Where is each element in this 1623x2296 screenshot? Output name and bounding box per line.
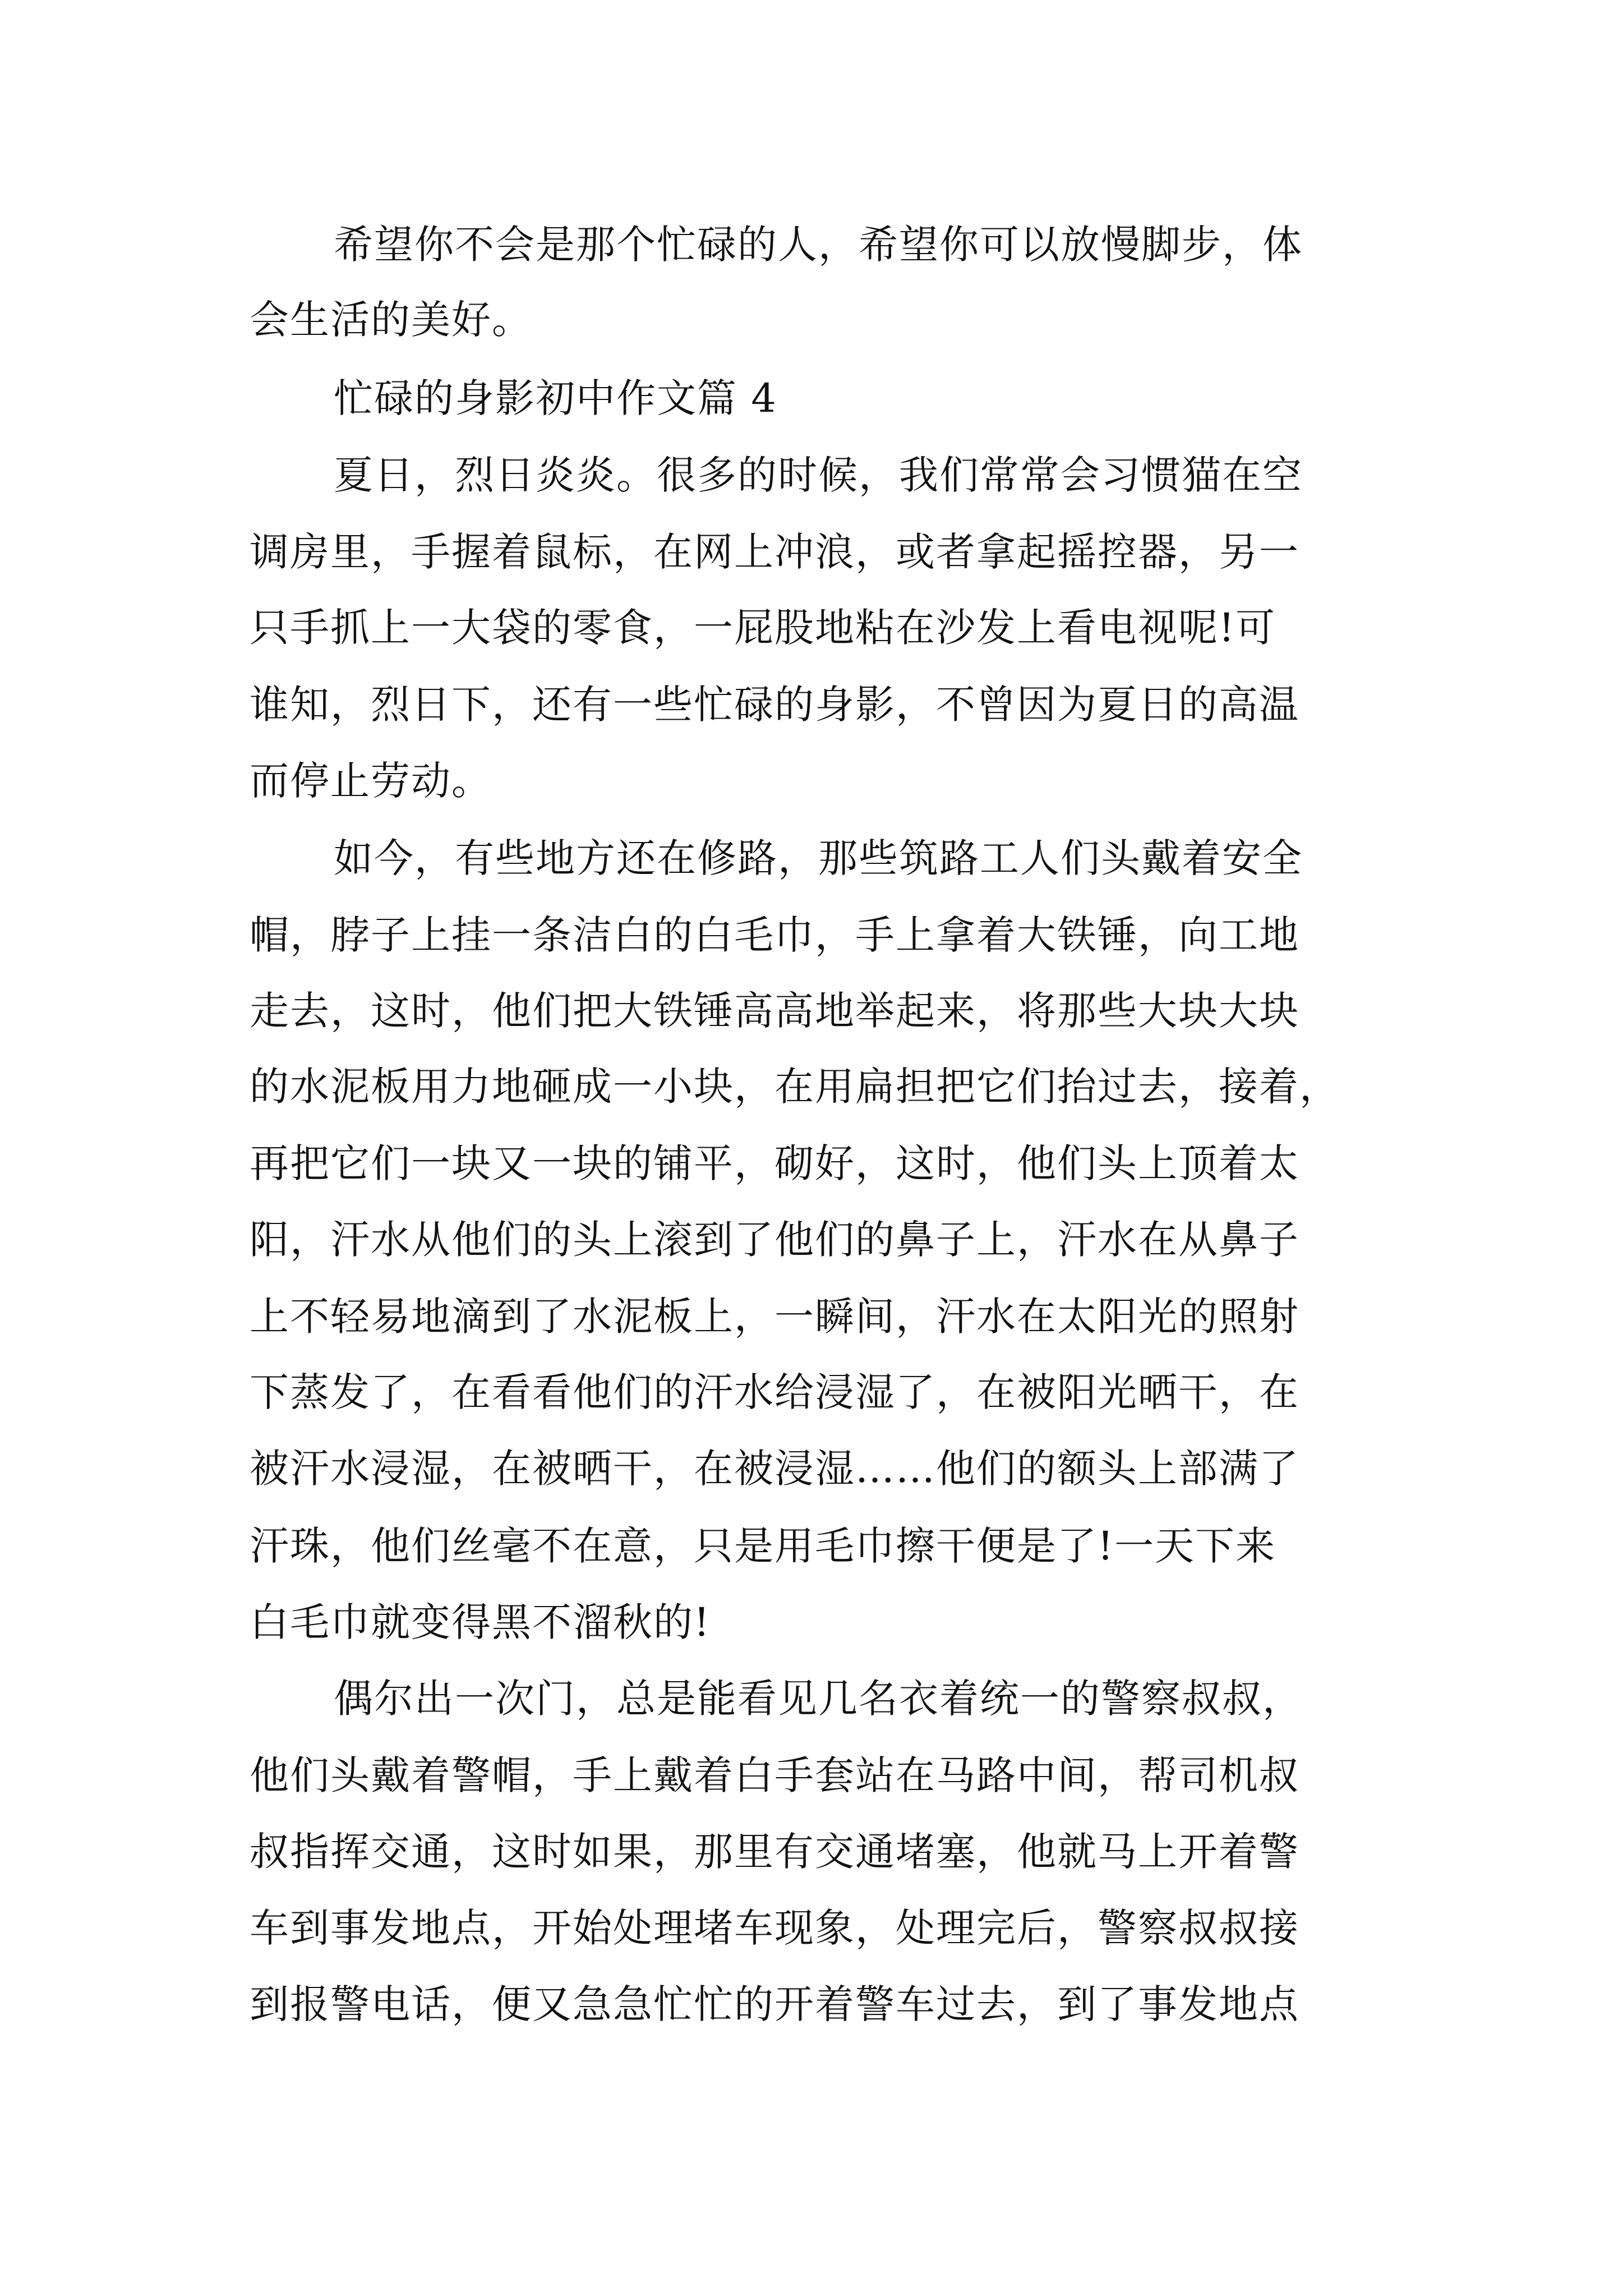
paragraph-line: 而停止劳动。 <box>250 758 492 804</box>
paragraph-line: 被汗水浸湿，在被晒干，在被浸湿……他们的额头上部满了 <box>250 1446 1299 1492</box>
paragraph-line: 车到事发地点，开始处理堵车现象，处理完后，警察叔叔接 <box>250 1905 1299 1951</box>
paragraph-line: 他们头戴着警帽，手上戴着白手套站在马路中间，帮司机叔 <box>250 1752 1299 1798</box>
paragraph-line: 汗珠，他们丝毫不在意，只是用毛巾擦干便是了!一天下来 <box>250 1523 1276 1569</box>
paragraph-line: 叔指挥交通，这时如果，那里有交通堵塞，他就马上开着警 <box>250 1829 1299 1875</box>
paragraph-line: 上不轻易地滴到了水泥板上，一瞬间，汗水在太阳光的照射 <box>250 1294 1299 1340</box>
paragraph-line: 如今，有些地方还在修路，那些筑路工人们头戴着安全 <box>334 835 1303 881</box>
paragraph-line: 偶尔出一次门，总是能看见几名衣着统一的警察叔叔， <box>334 1676 1303 1722</box>
section-heading: 忙碌的身影初中作文篇 4 <box>334 375 777 421</box>
paragraph-line: 调房里，手握着鼠标，在网上冲浪，或者拿起摇控器，另一 <box>250 529 1299 575</box>
paragraph-line: 帽，脖子上挂一条洁白的白毛巾，手上拿着大铁锤，向工地 <box>250 912 1299 958</box>
paragraph-line: 谁知，烈日下，还有一些忙碌的身影，不曾因为夏日的高温 <box>250 682 1299 728</box>
paragraph-line: 白毛巾就变得黑不溜秋的! <box>250 1599 711 1645</box>
paragraph-line: 再把它们一块又一块的铺平，砌好，这时，他们头上顶着太 <box>250 1140 1299 1186</box>
paragraph-line: 会生活的美好。 <box>250 297 532 343</box>
paragraph-line: 的水泥板用力地砸成一小块，在用扁担把它们抬过去，接着， <box>250 1064 1340 1110</box>
paragraph-line: 下蒸发了，在看看他们的汗水给浸湿了，在被阳光晒干，在 <box>250 1369 1299 1415</box>
paragraph-line: 阳，汗水从他们的头上滚到了他们的鼻子上，汗水在从鼻子 <box>250 1217 1299 1263</box>
paragraph-line: 到报警电话，便又急急忙忙的开着警车过去，到了事发地点 <box>250 1981 1299 2027</box>
paragraph-line: 走去，这时，他们把大铁锤高高地举起来，将那些大块大块 <box>250 988 1299 1034</box>
paragraph-line: 只手抓上一大袋的零食，一屁股地粘在沙发上看电视呢!可 <box>250 605 1276 651</box>
paragraph-line: 夏日，烈日炎炎。很多的时候，我们常常会习惯猫在空 <box>334 452 1303 498</box>
paragraph-line: 希望你不会是那个忙碌的人，希望你可以放慢脚步，体 <box>334 222 1303 268</box>
